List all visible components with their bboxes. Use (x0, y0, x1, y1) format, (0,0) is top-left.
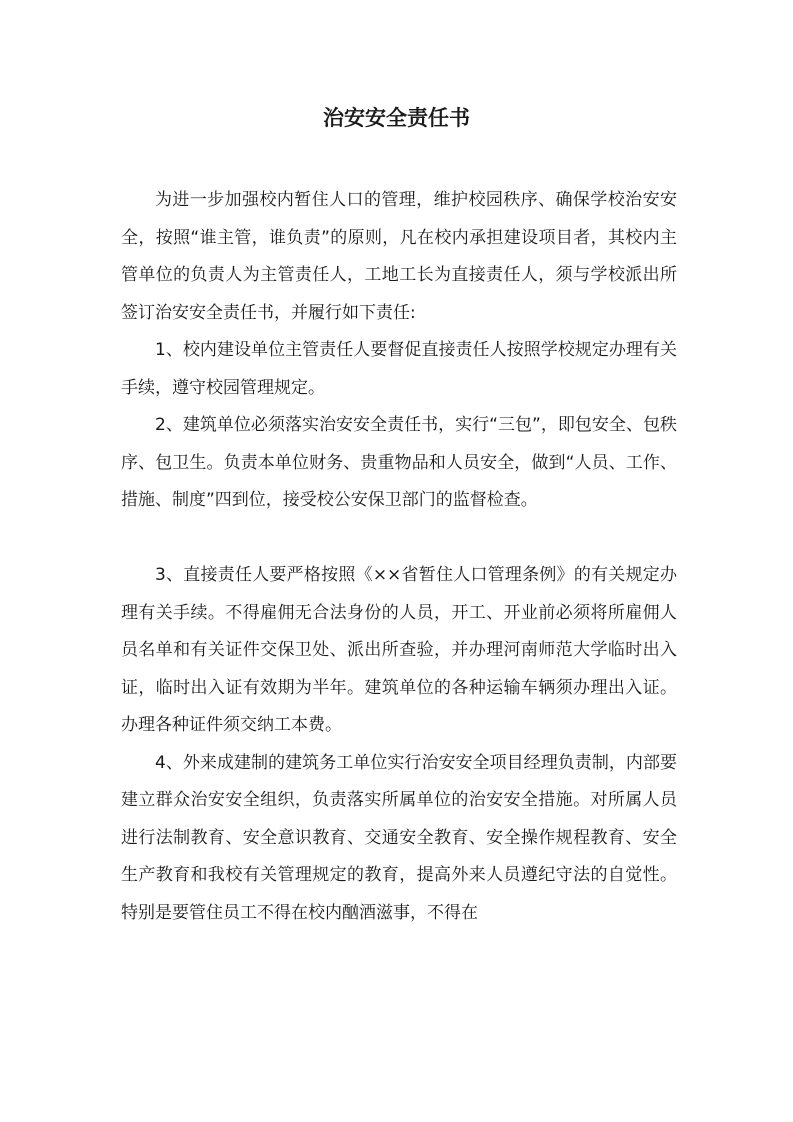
clause-3-paragraph: 3、直接责任人要严格按照《××省暂住人口管理条例》的有关规定办理有关手续。不得雇佣无合法身份的人员，开工、开业前必须将所雇佣人员名单和有关证件交保卫处、派出所查验，并办理河南师范大学临时出入证，临时出入证有效期为半年。建筑单位的各种运输车辆须办理出入证。办理各种证件须交纳工本费。 (121, 565, 677, 735)
clause-2-paragraph: 2、建筑单位必须落实治安安全责任书，实行“三包”，即包安全、包秩序、包卫生。负责本单位财务、贵重物品和人员安全，做到“人员、工作、措施、制度”四到位，接受校公安保卫部门的监督检查。 (121, 415, 677, 510)
document-body (121, 182, 677, 932)
intro-paragraph: 为进一步加强校内暂住人口的管理，维护校园秩序、确保学校治安安全，按照“谁主管，谁负责”的原则，凡在校内承担建设项目者，其校内主管单位的负责人为主管责任人，工地工长为直接责任人，须与学校派出所签订治安安全责任书，并履行如下责任: (121, 190, 677, 323)
document-title: 治安安全责任书 (323, 106, 470, 130)
clause-4-paragraph: 4、外来成建制的建筑务工单位实行治安安全项目经理负责制，内部要建立群众治安安全组织，负责落实所属单位的治安安全措施。对所属人员进行法制教育、安全意识教育、交通安全教育、安全操作规程教育、安全生产教育和我校有关管理规定的教育，提高外来人员遵纪守法的自觉性。特别是要管住员工不得在校内酗酒滋事，不得在 (121, 752, 677, 923)
clause-1-paragraph: 1、校内建设单位主管责任人要督促直接责任人按照学校规定办理有关手续，遵守校园管理规定。 (121, 340, 677, 398)
